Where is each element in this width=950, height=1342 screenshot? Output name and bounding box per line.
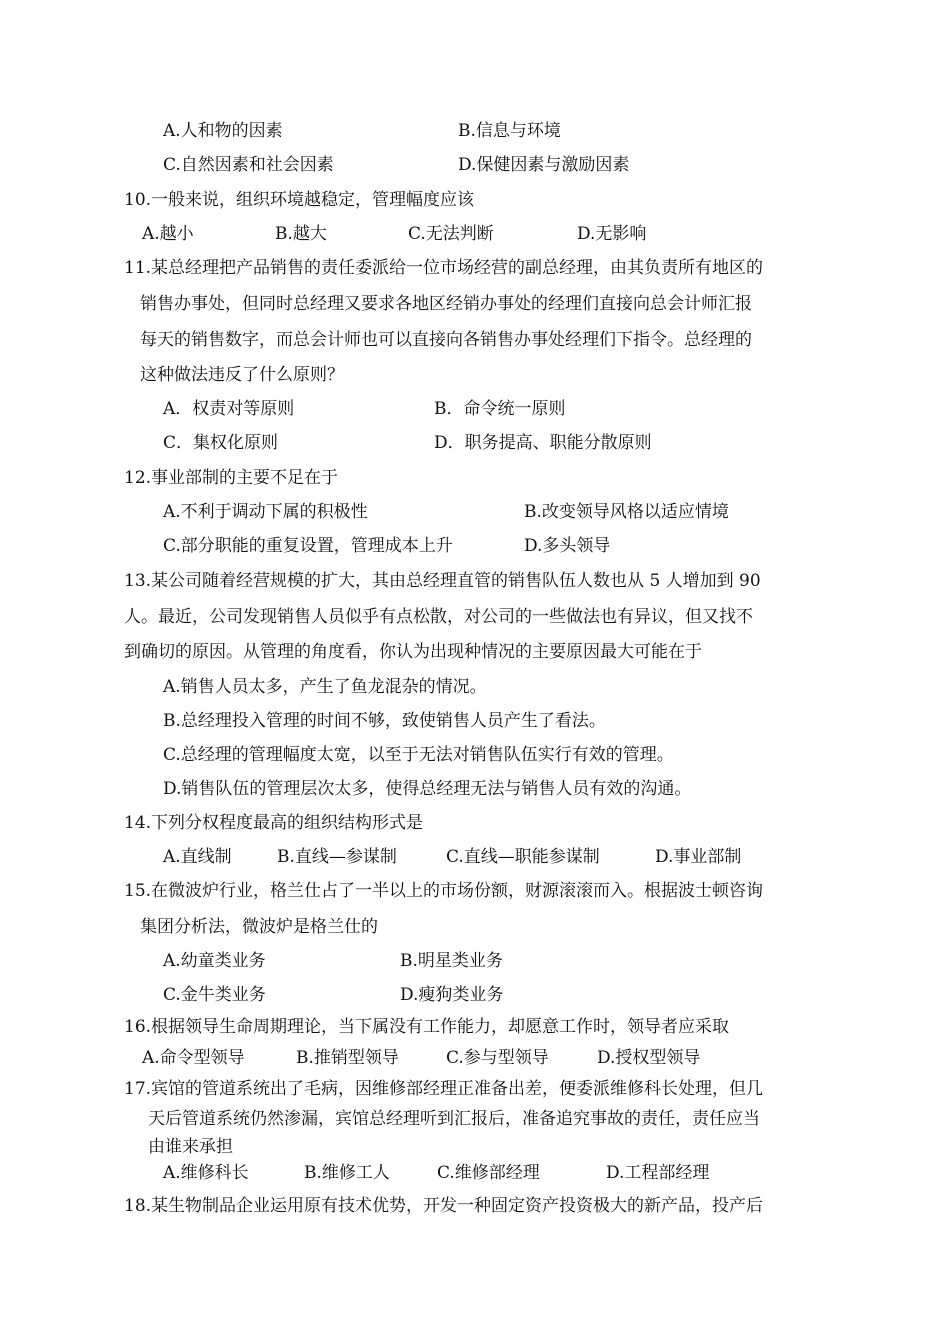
- q10-option-b[interactable]: B.越大: [275, 224, 327, 244]
- q13-option-d[interactable]: D.销售队伍的管理层次太多，使得总经理无法与销售人员有效的沟通。: [163, 779, 692, 799]
- q16-stem: 16.根据领导生命周期理论，当下属没有工作能力，却愿意工作时，领导者应采取: [124, 1017, 730, 1037]
- q13-option-b[interactable]: B.总经理投入管理的时间不够，致使销售人员产生了看法。: [163, 711, 606, 731]
- q15-option-a[interactable]: A.幼童类业务: [163, 951, 266, 971]
- q15-option-c[interactable]: C.金牛类业务: [163, 985, 266, 1005]
- q12-stem: 12.事业部制的主要不足在于: [124, 468, 339, 488]
- q17-option-d[interactable]: D.工程部经理: [606, 1163, 710, 1183]
- q15-stem-line-2: 集团分析法，微波炉是格兰仕的: [140, 917, 378, 937]
- q11-stem-line-2: 销售办事处，但同时总经理又要求各地区经销办事处的经理们直接向总会计师汇报: [140, 294, 752, 314]
- q15-stem-line-1: 15.在微波炉行业，格兰仕占了一半以上的市场份额，财源滚滚而入。根据波士顿咨询: [124, 881, 764, 901]
- q11-option-a[interactable]: A．权责对等原则: [163, 399, 295, 419]
- q12-option-d[interactable]: D.多头领导: [524, 536, 611, 556]
- q14-option-c[interactable]: C.直线—职能参谋制: [446, 847, 600, 867]
- q11-option-b[interactable]: B．命令统一原则: [434, 399, 566, 419]
- q10-option-d[interactable]: D.无影响: [577, 224, 647, 244]
- q17-option-a[interactable]: A.维修科长: [163, 1163, 249, 1183]
- q15-option-d[interactable]: D.瘦狗类业务: [400, 985, 504, 1005]
- q16-option-d[interactable]: D.授权型领导: [597, 1048, 701, 1068]
- q9-option-d[interactable]: D.保健因素与激励因素: [458, 155, 630, 175]
- q18-stem: 18.某生物制品企业运用原有技术优势，开发一种固定资产投资极大的新产品，投产后: [124, 1196, 764, 1216]
- q16-option-c[interactable]: C.参与型领导: [446, 1048, 549, 1068]
- q9-option-a[interactable]: A.人和物的因素: [163, 121, 283, 141]
- q14-stem: 14.下列分权程度最高的组织结构形式是: [124, 813, 424, 833]
- q11-stem-line-3: 每天的销售数字，而总会计师也可以直接向各销售办事处经理们下指令。总经理的: [140, 330, 752, 350]
- q14-option-d[interactable]: D.事业部制: [655, 847, 742, 867]
- q12-option-b[interactable]: B.改变领导风格以适应情境: [524, 502, 729, 522]
- q10-option-c[interactable]: C.无法判断: [408, 224, 494, 244]
- q17-stem-line-3: 由谁来承担: [148, 1137, 233, 1157]
- q11-option-d[interactable]: D．职务提高、职能分散原则: [434, 433, 652, 453]
- q15-option-b[interactable]: B.明星类业务: [400, 951, 503, 971]
- q12-option-c[interactable]: C.部分职能的重复设置，管理成本上升: [163, 536, 453, 556]
- q17-option-b[interactable]: B.维修工人: [304, 1163, 390, 1183]
- q13-stem-line-2: 人。最近，公司发现销售人员似乎有点松散，对公司的一些做法也有异议，但又找不: [124, 607, 753, 627]
- q12-option-a[interactable]: A.不利于调动下属的积极性: [163, 502, 368, 522]
- q17-stem-line-1: 17.宾馆的管道系统出了毛病，因维修部经理正准备出差，便委派维修科长处理，但几: [124, 1079, 764, 1099]
- q10-option-a[interactable]: A.越小: [142, 224, 194, 244]
- q14-option-b[interactable]: B.直线—参谋制: [277, 847, 397, 867]
- q16-option-a[interactable]: A.命令型领导: [142, 1048, 245, 1068]
- q16-option-b[interactable]: B.推销型领导: [296, 1048, 399, 1068]
- q13-stem-line-3: 到确切的原因。从管理的角度看，你认为出现种情况的主要原因最大可能在于: [124, 642, 702, 662]
- q9-option-b[interactable]: B.信息与环境: [458, 121, 561, 141]
- q17-option-c[interactable]: C.维修部经理: [437, 1163, 540, 1183]
- q9-option-c[interactable]: C.自然因素和社会因素: [163, 155, 334, 175]
- q17-stem-line-2: 天后管道系统仍然渗漏，宾馆总经理听到汇报后，准备追究事故的责任，责任应当: [148, 1109, 760, 1129]
- q11-stem-line-1: 11.某总经理把产品销售的责任委派给一位市场经营的副总经理，由其负责所有地区的: [124, 258, 764, 278]
- q14-option-a[interactable]: A.直线制: [163, 847, 232, 867]
- q13-option-c[interactable]: C.总经理的管理幅度太宽，以至于无法对销售队伍实行有效的管理。: [163, 745, 674, 765]
- q11-option-c[interactable]: C．集权化原则: [163, 433, 279, 453]
- q13-option-a[interactable]: A.销售人员太多，产生了鱼龙混杂的情况。: [163, 677, 487, 697]
- q13-stem-line-1: 13.某公司随着经营规模的扩大，其由总经理直管的销售队伍人数也从 5 人增加到 90: [124, 571, 761, 591]
- q11-stem-line-4: 这种做法违反了什么原则？: [140, 365, 344, 385]
- q10-stem: 10.一般来说，组织环境越稳定，管理幅度应该: [124, 190, 475, 210]
